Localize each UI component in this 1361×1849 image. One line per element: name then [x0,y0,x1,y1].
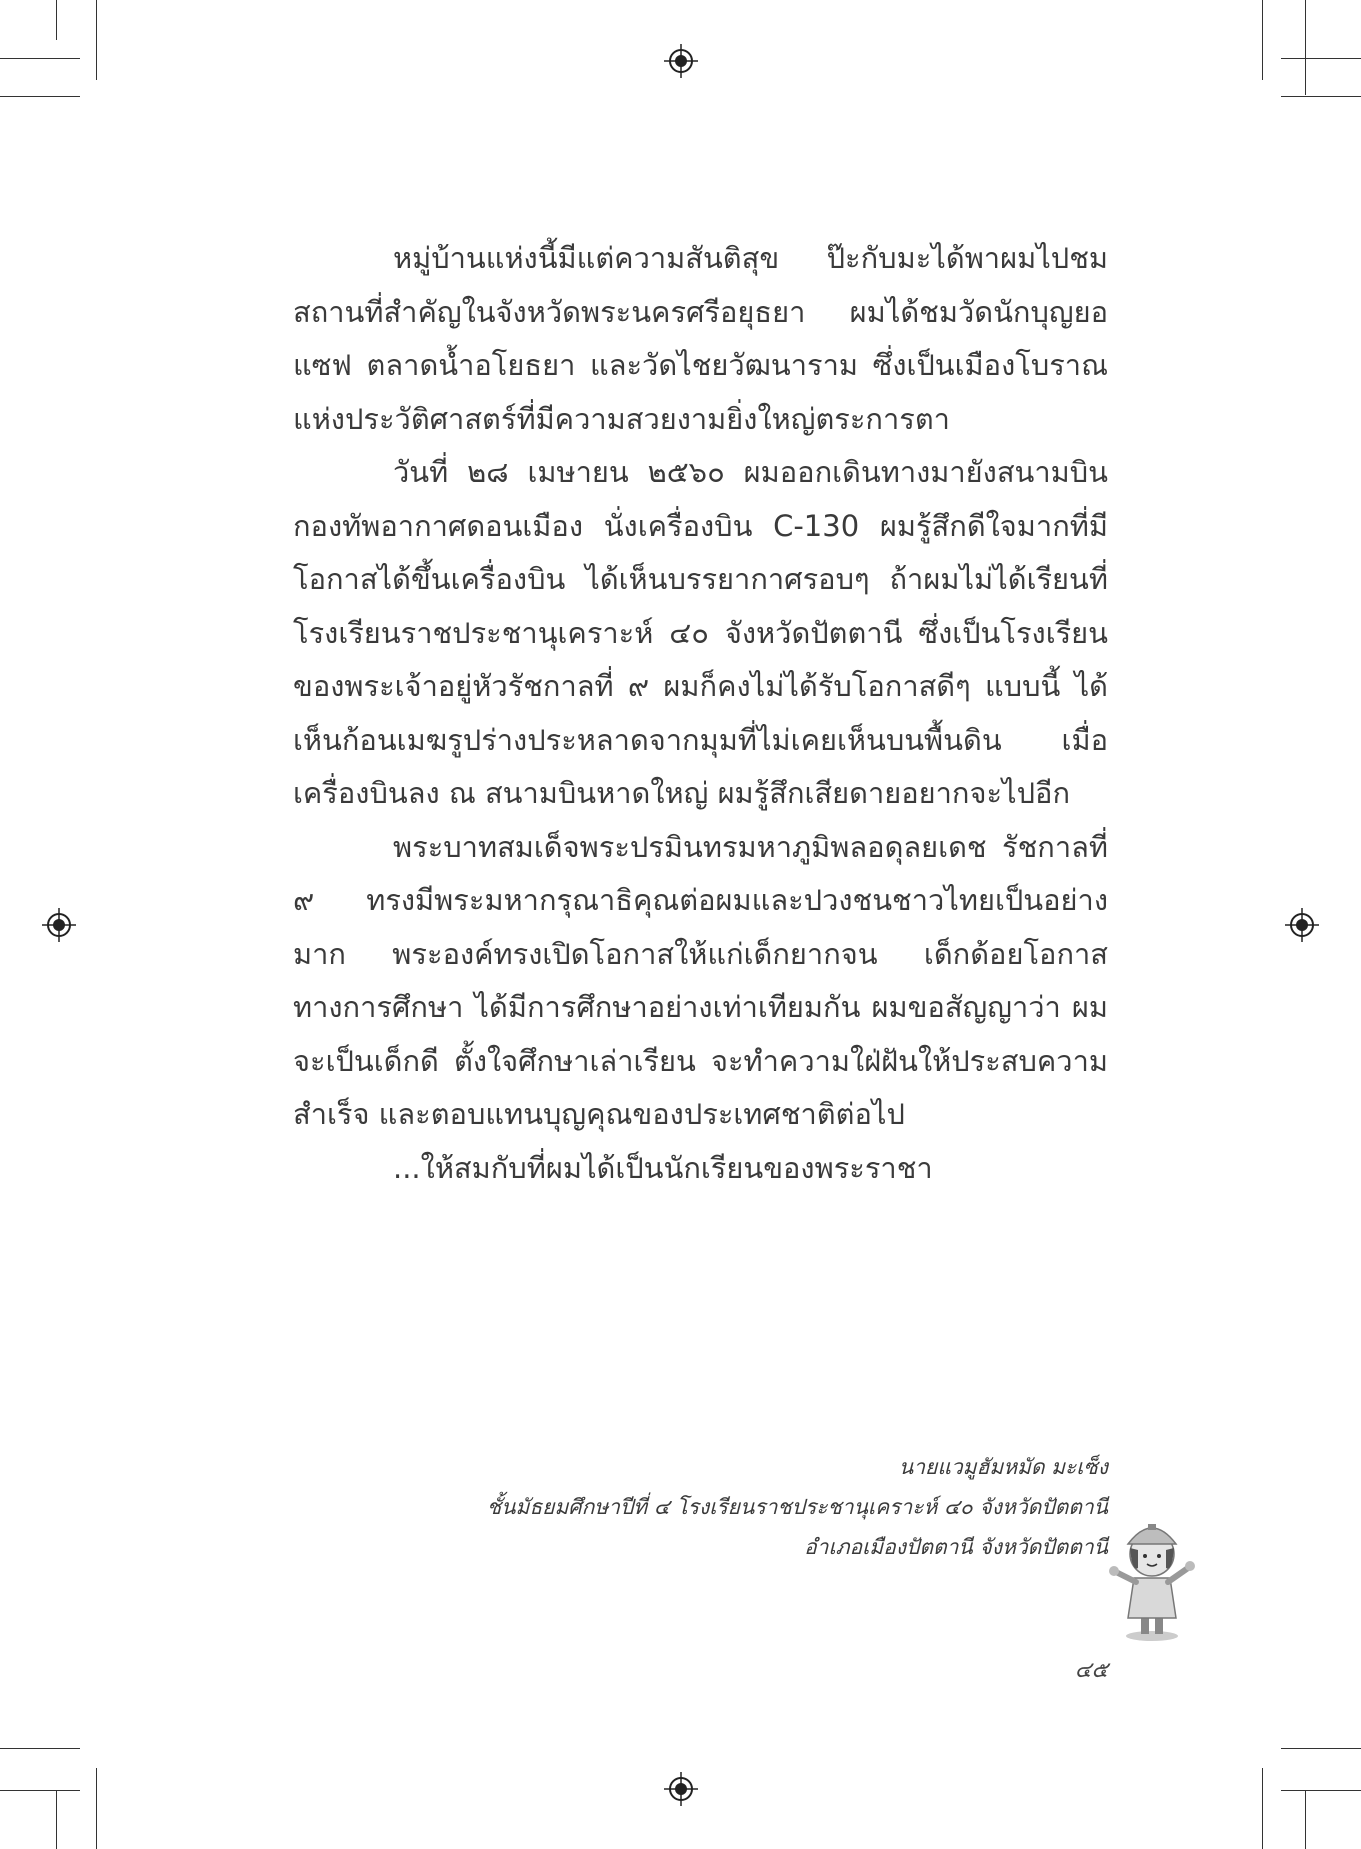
crop-mark-icon [1281,58,1361,59]
crop-mark-icon [1305,1790,1306,1849]
page-number: ๔๕ [1074,1658,1108,1683]
author-location: อำเภอเมืองปัตตานี จังหวัดปัตตานี [804,1535,1108,1559]
crop-mark-icon [1281,96,1361,97]
crop-mark-icon [96,1768,97,1849]
crop-mark-icon [56,0,57,40]
paragraph: หมู่บ้านแห่งนี้มีแต่ความสันติสุข ป๊ะกับมะได้พาผมไปชมสถานที่สำคัญในจังหวัดพระนครศรีอยุธยา ผมได้ชมวัดนักบุญยอแซฟ ตลาดน้ำอโยธยา และวัดไชยวัฒนาราม ซึ่งเป็นเมืองโบราณแห่งประวัติศาสตร์ที่มีความสวยงามยิ่งใหญ่ตระการตา [293,241,1108,436]
crop-mark-icon [1262,1768,1263,1849]
crop-mark-icon [96,0,97,80]
crop-mark-icon [0,1748,80,1749]
crop-mark-icon [0,1790,80,1791]
author-credit [408,1447,1108,1567]
author-name: นายแวมูฮัมหมัด มะเซ็ง [898,1455,1108,1479]
paragraph: วันที่ ๒๘ เมษายน ๒๕๖๐ ผมออกเดินทางมายังสนามบินกองทัพอากาศดอนเมือง นั่งเครื่องบิน C-130 ผมรู้สึกดีใจมากที่มีโอกาสได้ขึ้นเครื่องบิน ได้เห็นบรรยากาศรอบๆ ถ้าผมไม่ได้เรียนที่โรงเรียนราชประชานุเคราะห์ ๔๐ จังหวัดปัตตานี ซึ่งเป็นโรงเรียนของพระเจ้าอยู่หัวรัชกาลที่ ๙ ผมก็คงไม่ได้รับโอกาสดีๆ แบบนี้ ได้เห็นก้อนเมฆรูปร่างประหลาดจากมุมที่ไม่เคยเห็นบนพื้นดิน เมื่อเครื่องบินลง ณ สนามบินหาดใหญ่ ผมรู้สึกเสียดายอยากจะไปอีก [293,455,1108,810]
student-mascot-icon [1108,1508,1196,1642]
registration-mark-icon [664,44,698,78]
paragraph: พระบาทสมเด็จพระปรมินทรมหาภูมิพลอดุลยเดช รัชกาลที่ ๙ ทรงมีพระมหากรุณาธิคุณต่อผมและปวงชนชาวไทยเป็นอย่างมาก พระองค์ทรงเปิดโอกาสให้แก่เด็กยากจน เด็กด้อยโอกาสทางการศึกษา ได้มีการศึกษาอย่างเท่าเทียมกัน ผมขอสัญญาว่า ผมจะเป็นเด็กดี ตั้งใจศึกษาเล่าเรียน จะทำความใฝ่ฝันให้ประสบความสำเร็จ และตอบแทนบุญคุณของประเทศชาติต่อไป [293,829,1108,1131]
crop-mark-icon [0,96,80,97]
crop-mark-icon [0,58,80,59]
registration-mark-icon [1285,908,1319,942]
crop-mark-icon [1281,1748,1361,1749]
crop-mark-icon [1262,0,1263,80]
author-school: ชั้นมัธยมศึกษาปีที่ ๔ โรงเรียนราชประชานุเคราะห์ ๔๐ จังหวัดปัตตานี [486,1495,1108,1519]
registration-mark-icon [664,1772,698,1806]
registration-mark-icon [42,908,76,942]
story-body [293,232,1108,1195]
crop-mark-icon [1305,0,1306,95]
paragraph: ...ให้สมกับที่ผมได้เป็นนักเรียนของพระราชา [393,1150,933,1185]
crop-mark-icon [56,1790,57,1849]
crop-mark-icon [1281,1790,1361,1791]
